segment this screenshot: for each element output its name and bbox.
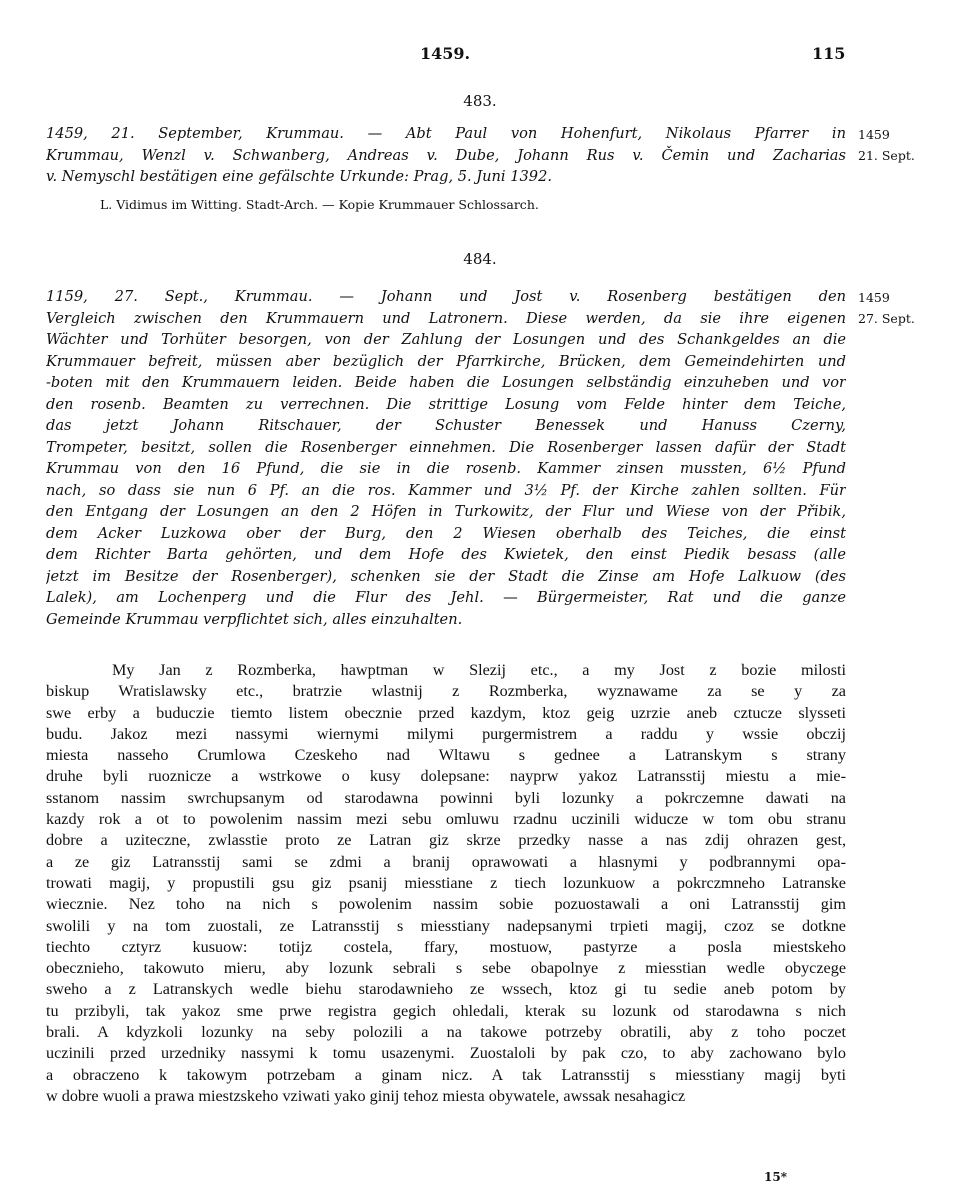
regest-line: jetzt im Besitze der Rosenberger), schenken sie der Stadt die Zinse am Hofe Lalkuow (des xyxy=(46,567,846,585)
document-number-483: 483. xyxy=(463,92,497,110)
running-head xyxy=(0,44,960,68)
charter-line: tiechto cztyrz kusuow: totijz costela, ffary, mostuow, pastyrze a posla miestskeho xyxy=(46,937,846,956)
charter-text-484 xyxy=(46,660,846,1107)
page-number: 115 xyxy=(812,44,846,63)
regest-line: Trompeter, besitzt, sollen die Rosenberger einnehmen. Die Rosenberger lassen dafür der Stadt xyxy=(46,438,846,456)
regest-483 xyxy=(46,123,846,188)
document-number-484: 484. xyxy=(463,250,497,268)
regest-line: nach, so dass sie nun 6 Pf. an die ros. Kammer und 3½ Pf. der Kirche zahlen sollten. Für xyxy=(46,481,846,499)
charter-line: uczinili przed urzedniky nassymi k tomu usazenymi. Zuostaloli by pak czo, to aby zachowano bylo xyxy=(46,1044,846,1063)
regest-line: den rosenb. Beamten zu verrechnen. Die strittige Losung vom Felde hinter dem Teiche, xyxy=(46,395,846,413)
source-note-483: L. Vidimus im Witting. Stadt-Arch. — Kopie Krummauer Schlossarch. xyxy=(100,197,539,212)
margin-date-484 xyxy=(858,287,948,329)
charter-line: druhe byli ruoznicze a wstrkowe o kusy dolepsane: nayprw yakoz Latransstij miestu a miе- xyxy=(46,767,846,786)
charter-line: swe erby a buduczie tiemto listem obecznie przed kazdym, ktoz geig uzrzie aneb cztucze slysseti xyxy=(46,703,846,722)
regest-line: dem Acker Luzkowa ober der Burg, den 2 Wiesen oberhalb des Teiches, die einst xyxy=(46,524,846,542)
sheet-signature: 15* xyxy=(764,1170,787,1184)
charter-line: brali. A kdyzkoli lozunky na seby polozili a na takowe potrzeby obratili, aby z toho poczet xyxy=(46,1023,846,1042)
header-year: 1459. xyxy=(420,44,471,63)
regest-line: Vergleich zwischen den Krummauern und Latronern. Diese werden, da sie ihre eigenen xyxy=(46,309,846,327)
regest-484 xyxy=(46,286,846,630)
regest-line: Lalek), am Lochenperg und die Flur des Jehl. — Bürgermeister, Rat und die ganze xyxy=(46,589,846,606)
charter-line: sstanom nassim swrchupsanym od starodawna powinni byli lozunky a pokrczemne dawati na xyxy=(46,788,846,807)
margin-day: 21. Sept. xyxy=(858,148,915,163)
charter-line: a ze giz Latransstij sami se zdmi a branij oprawowati a hlasnymi y podbrannymi opa- xyxy=(46,852,846,871)
regest-line: den Entgang der Losungen an den 2 Höfen in Turkowitz, der Flur und Wiese von der Přibik, xyxy=(46,503,846,520)
charter-line: w dobre wuoli a prawa miestzskeho vziwati yako ginij tehoz miesta obywatele, awssak nesahagicz xyxy=(46,1086,686,1105)
regest-line: Krummau von den 16 Pfund, die sie in die rosenb. Kammer zinsen mussten, 6½ Pfund xyxy=(46,460,846,477)
margin-day: 27. Sept. xyxy=(858,311,915,326)
charter-line: wiecznie. Nez toho na nich s powolenim nassim sobie pozuostawali a oni Latransstij gim xyxy=(46,895,846,914)
charter-line: miesta nasseho Crumlowa Czeskeho nad Wltawu s gednee a Latranskym s strany xyxy=(46,746,846,765)
regest-line: dem Richter Barta gehörten, und dem Hofe des Kwietek, den einst Piedik besass (alle xyxy=(46,546,846,563)
charter-line: a obraczeno k takowym potrzebam a ginam nicz. A tak Latransstij s miesstiany magij byti xyxy=(46,1065,846,1084)
regest-line: Gemeinde Krummau verpflichtet sich, alles einzuhalten. xyxy=(46,610,463,628)
regest-line: Krummauer befreit, müssen aber bezüglich der Pfarrkirche, Brücken, dem Gemeindehirten und xyxy=(46,352,846,370)
charter-line: tu przibyli, tak yakoz sme prwe registra gegich ohledali, kterak su lozunk od starodawna s nich xyxy=(46,1001,846,1020)
regest-line: Krummau, Wenzl v. Schwanberg, Andreas v. Dube, Johann Rus v. Čemin und Zacharias xyxy=(46,146,846,164)
charter-line: sweho a z Latranskych wedle biehu starodawnieho ze wssech, ktoz gi tu sedie aneb potom by xyxy=(46,980,846,999)
charter-line: obecznieho, takowuto mieru, aby lozunk sebrali s sebe obapolnye z miesstian wedle obyczege xyxy=(46,959,846,978)
regest-line: 1459, 21. September, Krummau. — Abt Paul von Hohenfurt, Nikolaus Pfarrer in xyxy=(46,125,846,142)
regest-line: -boten mit den Krummauern leiden. Beide haben die Losungen selbständig einzuheben und vor xyxy=(46,374,846,391)
charter-line: trowati magij, y propustili gsu giz psanij miesstiane z tiech lozunkuow a pokrczmneho Latranske xyxy=(46,873,846,892)
charter-line: biskup Wratislawsky etc., bratrzie wlastnij z Rozmberka, wyznawame za se y za xyxy=(46,682,846,701)
charter-line: swolili y na tom zuostali, ze Latransstij s miesstiany nadepsanymi trpieti magij, czoz se dotkne xyxy=(46,916,846,935)
charter-line: My Jan z Rozmberka, hawptman w Slezij etc., a my Jost z bozie milosti xyxy=(112,661,846,679)
margin-date-483 xyxy=(858,124,948,166)
charter-line: kazdy rok a ot to powolenim nassim mezi sebu omluwu rzadnu uczinili widucze w tom obu stranu xyxy=(46,810,846,829)
margin-year: 1459 xyxy=(858,127,890,142)
charter-line: dobre a uziteczne, zwlasstie proto ze Latran giz skrze przedky nasse a nas zdij ohrazen gest, xyxy=(46,831,846,850)
charter-line: budu. Jakoz mezi nassymi wiernymi milymi purgermistrem a raddu y wssie obczij xyxy=(46,724,846,743)
margin-year: 1459 xyxy=(858,290,890,305)
regest-line: das jetzt Johann Ritschauer, der Schuster Benessek und Hanuss Czerny, xyxy=(46,417,846,434)
regest-line: v. Nemyschl bestätigen eine gefälschte Urkunde: Prag, 5. Juni 1392. xyxy=(46,168,553,185)
regest-line: 1159, 27. Sept., Krummau. — Johann und Jost v. Rosenberg bestätigen den xyxy=(46,288,846,305)
regest-line: Wächter und Torhüter besorgen, von der Zahlung der Losungen und des Schankgeldes an die xyxy=(46,331,846,348)
